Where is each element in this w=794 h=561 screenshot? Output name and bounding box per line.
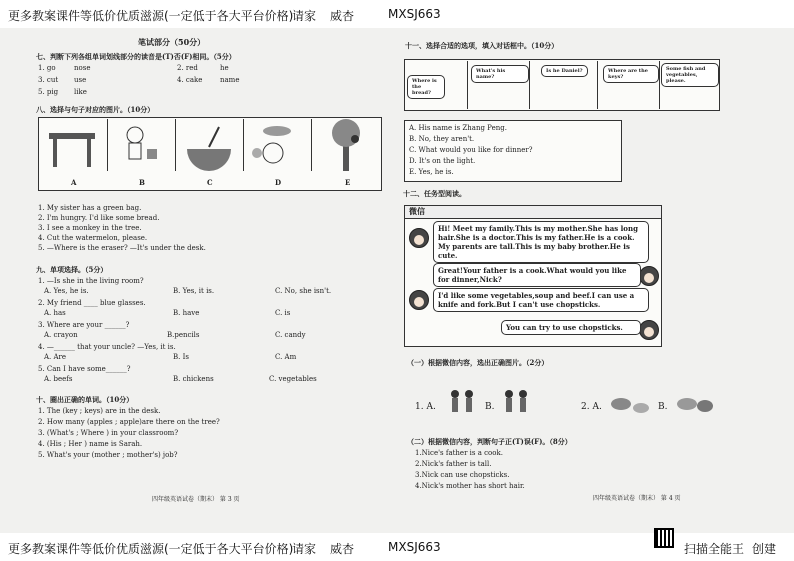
q9-option: A. beefs bbox=[44, 375, 73, 383]
picture-label: A bbox=[71, 178, 77, 187]
q8-title: 八、选择与句子对应的图片。（10分） bbox=[36, 105, 155, 114]
part1-label: 2. A. bbox=[581, 402, 602, 412]
q7-pair: like bbox=[74, 88, 87, 96]
family-picture-b bbox=[499, 388, 535, 418]
q9-option: A. Are bbox=[44, 353, 67, 361]
exam-page-4 bbox=[397, 28, 794, 533]
q12-title: 十二、任务型阅读。 bbox=[403, 189, 466, 198]
q7-pair: 3. cut bbox=[38, 76, 59, 84]
family-picture-a bbox=[445, 388, 481, 418]
q7-title: 七、判断下列各组单词划线部分的读音是(T)否(F)相同。（5分） bbox=[36, 52, 236, 61]
chat-message: I'd like some vegetables,soup and beef.I can use a knife and fork.But I can't use chopsticks. bbox=[433, 288, 649, 312]
q11-comic-strip bbox=[404, 59, 720, 111]
q8-sentence: 3. I see a monkey in the tree. bbox=[38, 224, 142, 232]
chat-app-name: 微信 bbox=[409, 207, 425, 216]
picture-label: C bbox=[207, 178, 213, 187]
picture-label: D bbox=[275, 178, 282, 187]
part1-title: （一）根据微信内容，选出正确图片。（2分） bbox=[407, 358, 549, 367]
q8-sentence: 1. My sister has a green bag. bbox=[38, 204, 142, 212]
comic-panel bbox=[597, 61, 660, 109]
banner-text: 更多教案课件等低价优质滋源(一定低于各大平台价格) bbox=[8, 9, 294, 23]
q10-item: 2. How many (apples ; apple)are there on the tree? bbox=[38, 418, 220, 426]
q8-sentence: 5. —Where is the eraser? —It's under the desk. bbox=[38, 244, 206, 252]
q9-title: 九、单项选择。（5分） bbox=[36, 265, 108, 274]
statement: 3.Nick can use chopsticks. bbox=[415, 471, 510, 479]
statement: 2.Nick's father is tall. bbox=[415, 460, 492, 468]
statement: 4.Nick's mother has short hair. bbox=[415, 482, 525, 490]
page-footer: 四年级英语试卷（期末） 第 4 页 bbox=[593, 495, 681, 502]
q9-option: C. candy bbox=[275, 331, 306, 339]
q11-option: B. No, they aren't. bbox=[409, 135, 475, 143]
comic-bubble: Some fish and vegetables, please. bbox=[661, 63, 719, 87]
q7-pair: name bbox=[220, 76, 240, 84]
q10-item: 1. The (key ; keys) are in the desk. bbox=[38, 407, 161, 415]
scanner-action: 创建 bbox=[752, 542, 777, 556]
comic-bubble: Is he Daniel? bbox=[541, 65, 588, 77]
q11-option: D. It's on the light. bbox=[409, 157, 476, 165]
section-title: 笔试部分（50分） bbox=[138, 37, 206, 47]
friend-avatar bbox=[639, 320, 659, 340]
q11-option: A. His name is Zhang Peng. bbox=[409, 124, 507, 132]
comic-bubble: What's his name? bbox=[471, 65, 529, 83]
banner-code: MXSJ663 bbox=[388, 540, 441, 554]
part1-label: B. bbox=[658, 402, 668, 412]
banner-code: MXSJ663 bbox=[388, 7, 441, 21]
banner-invite: 请家 bbox=[292, 9, 317, 23]
q9-question: 5. Can I have some______? bbox=[38, 365, 131, 373]
q9-question: 3. Where are your ______? bbox=[38, 321, 130, 329]
q9-option: B.pencils bbox=[167, 331, 200, 339]
scanner-brand: 扫描全能王 bbox=[684, 542, 745, 556]
chat-message: Hi! Meet my family.This is my mother.She has long hair.She is a doctor.This is my father.He is a cook. My parents are tall.This is my baby brother.He is cute. bbox=[433, 221, 649, 263]
banner-contact: 威杏 bbox=[330, 542, 355, 556]
comic-bubble: Where is the bread? bbox=[407, 75, 445, 99]
chat-header bbox=[405, 206, 661, 219]
banner-text: 更多教案课件等低价优质滋源(一定低于各大平台价格) bbox=[8, 542, 294, 556]
q9-option: B. chickens bbox=[173, 375, 214, 383]
comic-panel bbox=[405, 61, 468, 109]
bottom-banner bbox=[0, 533, 794, 561]
picture-label: B bbox=[139, 178, 145, 187]
q7-pair: 2. red bbox=[177, 64, 198, 72]
q10-item: 5. What's your (mother ; mother's) job? bbox=[38, 451, 178, 459]
desk-picture bbox=[39, 119, 108, 171]
q7-pair: he bbox=[220, 64, 229, 72]
q7-pair: 5. pig bbox=[38, 88, 59, 96]
wechat-chat bbox=[404, 205, 662, 347]
page-footer: 四年级英语试卷（期末） 第 3 页 bbox=[152, 496, 240, 503]
comic-panel bbox=[529, 61, 598, 109]
monkey-tree-picture bbox=[311, 119, 381, 171]
q7-pair: 1. go bbox=[38, 64, 56, 72]
q11-option: C. What would you like for dinner? bbox=[409, 146, 533, 154]
q10-item: 4. (His ; Her ) name is Sarah. bbox=[38, 440, 143, 448]
q9-option: A. crayon bbox=[44, 331, 78, 339]
q11-title: 十一、选择合适的选项，填入对话框中。（10分） bbox=[405, 41, 559, 50]
statement: 1.Nice's father is a cook. bbox=[415, 449, 503, 457]
nick-avatar bbox=[409, 228, 429, 248]
q9-question: 1. —Is she in the living room? bbox=[38, 277, 144, 285]
q9-option: B. Yes, it is. bbox=[173, 287, 215, 295]
banner-invite: 请家 bbox=[292, 542, 317, 556]
part2-title: （二）根据微信内容，判断句子正(T)误(F)。（8分） bbox=[407, 437, 572, 446]
food-picture-b bbox=[673, 392, 717, 416]
comic-panel bbox=[467, 61, 530, 109]
q10-item: 3. (What's ; Where ) in your classroom? bbox=[38, 429, 179, 437]
q8-sentence: 4. Cut the watermelon, please. bbox=[38, 234, 148, 242]
q7-pair: use bbox=[74, 76, 87, 84]
q9-question: 2. My friend ____ blue glasses. bbox=[38, 299, 146, 307]
bread-picture bbox=[243, 119, 312, 171]
comic-bubble: Where are the keys? bbox=[603, 65, 659, 83]
q7-pair: nose bbox=[74, 64, 91, 72]
q11-options-box bbox=[404, 120, 622, 182]
top-banner bbox=[0, 0, 794, 28]
exam-page-3 bbox=[0, 28, 397, 533]
q9-option: C. is bbox=[275, 309, 291, 317]
q9-option: C. Am bbox=[275, 353, 297, 361]
part1-label: 1. A. bbox=[415, 402, 436, 412]
chat-message: You can try to use chopsticks. bbox=[501, 320, 641, 335]
q9-option: C. No, she isn't. bbox=[275, 287, 332, 295]
q8-picture-strip bbox=[38, 117, 382, 191]
q9-option: B. have bbox=[173, 309, 200, 317]
q7-pair: 4. cake bbox=[177, 76, 203, 84]
watermelon-picture bbox=[175, 119, 244, 171]
qr-code-icon bbox=[654, 528, 674, 548]
picture-label: E bbox=[345, 178, 351, 187]
q9-option: B. Is bbox=[173, 353, 189, 361]
q9-question: 4. —______ that your uncle? —Yes, it is. bbox=[38, 343, 176, 351]
banner-contact: 威杏 bbox=[330, 9, 355, 23]
comic-panel bbox=[659, 61, 719, 109]
q9-option: A. has bbox=[44, 309, 66, 317]
nick-avatar bbox=[409, 290, 429, 310]
part1-label: B. bbox=[485, 402, 495, 412]
q9-option: A. Yes, he is. bbox=[44, 287, 89, 295]
girl-bag-picture bbox=[107, 119, 176, 171]
food-picture-a bbox=[609, 392, 653, 416]
q9-option: C. vegetables bbox=[269, 375, 317, 383]
friend-avatar bbox=[639, 266, 659, 286]
q8-sentence: 2. I'm hungry. I'd like some bread. bbox=[38, 214, 160, 222]
chat-message: Great!Your father is a cook.What would you like for dinner,Nick? bbox=[433, 263, 641, 287]
q10-title: 十、圈出正确的单词。（10分） bbox=[36, 395, 134, 404]
q11-option: E. Yes, he is. bbox=[409, 168, 454, 176]
